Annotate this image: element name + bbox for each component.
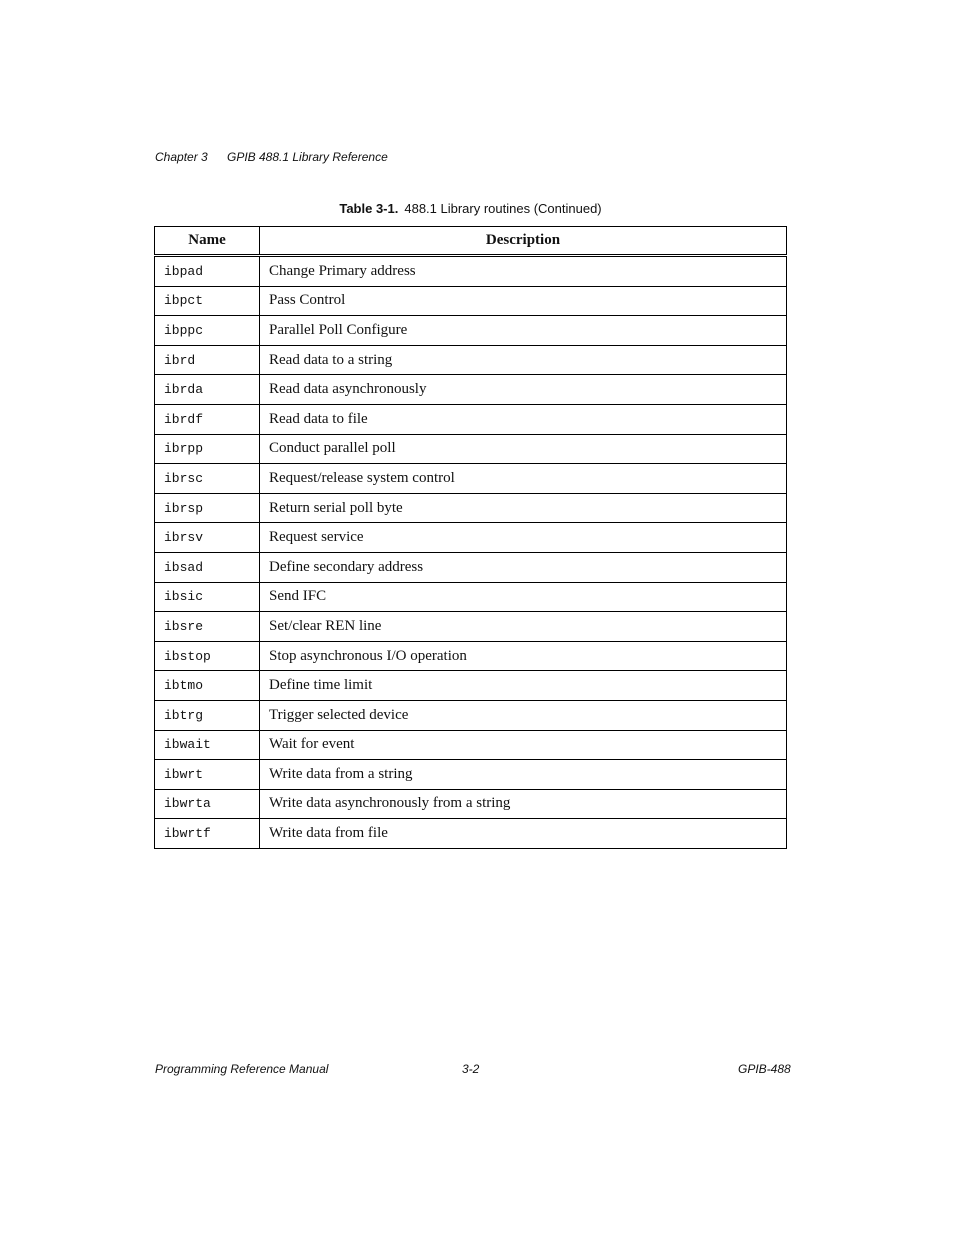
routine-name: ibrdf <box>155 404 260 434</box>
column-header-name: Name <box>155 227 260 256</box>
table-row <box>155 434 787 464</box>
routine-name: ibrsc <box>155 464 260 494</box>
routine-description: Change Primary address <box>260 256 787 287</box>
chapter-label: Chapter 3 <box>155 150 208 164</box>
table-row <box>155 493 787 523</box>
routine-description: Read data to file <box>260 404 787 434</box>
routine-description: Request service <box>260 523 787 553</box>
table-row <box>155 316 787 346</box>
table-row <box>155 375 787 405</box>
table-row <box>155 552 787 582</box>
table-row <box>155 404 787 434</box>
routine-name: ibwrt <box>155 760 260 790</box>
routine-name: ibsic <box>155 582 260 612</box>
table-row <box>155 671 787 701</box>
footer-manual-title: Programming Reference Manual <box>155 1062 329 1076</box>
routine-description: Stop asynchronous I/O operation <box>260 641 787 671</box>
routine-description: Set/clear REN line <box>260 612 787 642</box>
table-caption <box>155 201 786 216</box>
routine-description: Send IFC <box>260 582 787 612</box>
routine-name: ibppc <box>155 316 260 346</box>
routine-name: ibwrta <box>155 789 260 819</box>
routine-name: ibrd <box>155 345 260 375</box>
table-caption-label: Table 3-1. <box>339 201 399 216</box>
table-row <box>155 256 787 287</box>
footer-page-number: 3-2 <box>462 1062 480 1076</box>
routine-name: ibrda <box>155 375 260 405</box>
routine-description: Define secondary address <box>260 552 787 582</box>
routine-name: ibsre <box>155 612 260 642</box>
table-row <box>155 523 787 553</box>
routine-description: Request/release system control <box>260 464 787 494</box>
routine-description: Read data to a string <box>260 345 787 375</box>
routine-description: Write data from a string <box>260 760 787 790</box>
routines-table <box>154 226 787 849</box>
table-row <box>155 345 787 375</box>
table-row <box>155 286 787 316</box>
routine-name: ibrsv <box>155 523 260 553</box>
column-header-description: Description <box>260 227 787 256</box>
routine-description: Trigger selected device <box>260 700 787 730</box>
table-row <box>155 464 787 494</box>
table-header-row <box>155 227 787 256</box>
table-row <box>155 700 787 730</box>
routine-name: ibwait <box>155 730 260 760</box>
routine-description: Parallel Poll Configure <box>260 316 787 346</box>
page-header <box>155 150 388 164</box>
routine-description: Write data asynchronously from a string <box>260 789 787 819</box>
routine-name: ibrsp <box>155 493 260 523</box>
table-row <box>155 789 787 819</box>
table-row <box>155 730 787 760</box>
routine-description: Define time limit <box>260 671 787 701</box>
routine-name: ibtmo <box>155 671 260 701</box>
footer-product-name: GPIB-488 <box>738 1062 791 1076</box>
table-row <box>155 641 787 671</box>
routine-description: Return serial poll byte <box>260 493 787 523</box>
routine-name: ibpct <box>155 286 260 316</box>
routine-name: ibpad <box>155 256 260 287</box>
routine-description: Wait for event <box>260 730 787 760</box>
routine-name: ibtrg <box>155 700 260 730</box>
routine-name: ibsad <box>155 552 260 582</box>
chapter-title: GPIB 488.1 Library Reference <box>227 150 388 164</box>
routine-description: Conduct parallel poll <box>260 434 787 464</box>
routine-name: ibrpp <box>155 434 260 464</box>
routine-name: ibstop <box>155 641 260 671</box>
table-row <box>155 582 787 612</box>
table-row <box>155 760 787 790</box>
table-row <box>155 612 787 642</box>
routine-description: Read data asynchronously <box>260 375 787 405</box>
routine-description: Pass Control <box>260 286 787 316</box>
routine-name: ibwrtf <box>155 819 260 849</box>
table-caption-text: 488.1 Library routines (Continued) <box>404 201 602 216</box>
routine-description: Write data from file <box>260 819 787 849</box>
table-row <box>155 819 787 849</box>
